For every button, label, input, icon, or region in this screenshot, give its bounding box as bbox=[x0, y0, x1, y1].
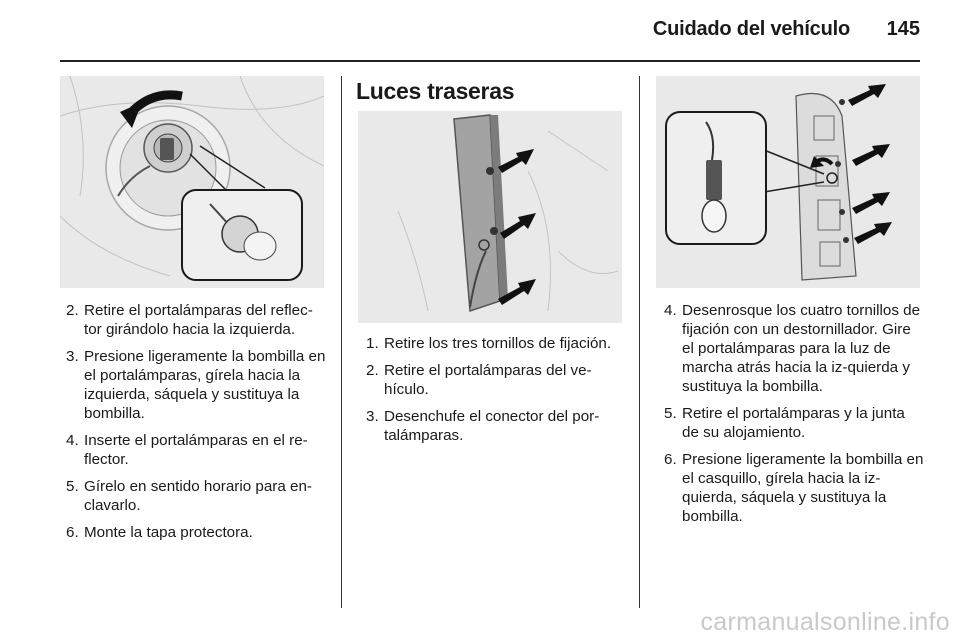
section-title: Luces traseras bbox=[356, 78, 515, 104]
step-number: 3. bbox=[66, 348, 79, 365]
step-number: 2. bbox=[366, 362, 379, 379]
step-text: Monte la tapa protectora. bbox=[84, 524, 253, 541]
step-number: 4. bbox=[664, 302, 677, 319]
list-item bbox=[362, 361, 630, 399]
step-text: Retire los tres tornillos de fijación. bbox=[384, 335, 612, 352]
step-number: 2. bbox=[66, 302, 79, 319]
list-item bbox=[660, 450, 924, 526]
step-text: Inserte el portalámparas en el re-flector. bbox=[84, 432, 308, 468]
step-number: 4. bbox=[66, 432, 79, 449]
list-item bbox=[62, 301, 328, 339]
figure-bulb-holder-reflector bbox=[60, 76, 324, 288]
list-item bbox=[660, 301, 924, 396]
step-text: Presione ligeramente la bombilla en el casquillo, gírela hacia la iz-quierda, sáquela y sustituya la bombilla. bbox=[682, 451, 924, 525]
page-header-title: Cuidado del vehículo bbox=[652, 18, 850, 40]
middle-steps-list bbox=[362, 334, 630, 453]
list-item bbox=[362, 334, 630, 353]
step-number: 5. bbox=[664, 405, 677, 422]
figure-tail-lamp-holder-screws bbox=[656, 76, 920, 288]
step-text: Gírelo en sentido horario para en-clavarlo. bbox=[84, 478, 312, 514]
right-steps-list bbox=[660, 301, 924, 534]
list-item bbox=[62, 347, 328, 423]
list-item bbox=[362, 407, 630, 445]
list-item bbox=[62, 431, 328, 469]
step-number: 5. bbox=[66, 478, 79, 495]
column-divider-left bbox=[341, 76, 342, 608]
left-steps-list bbox=[62, 301, 328, 550]
step-text: Desenchufe el conector del por-talámparas. bbox=[384, 408, 600, 444]
watermark-url: carmanualsonline.info bbox=[700, 608, 950, 636]
step-number: 3. bbox=[366, 408, 379, 425]
step-number: 6. bbox=[66, 524, 79, 541]
step-text: Desenrosque los cuatro tornillos de fijación con un destornillador. Gire el portalámparas para la luz de marcha atrás hacia la iz-quierda y sustituya la bombilla. bbox=[682, 302, 921, 395]
list-item bbox=[660, 404, 924, 442]
step-text: Retire el portalámparas del ve-hículo. bbox=[384, 362, 592, 398]
figure-tail-lamp-screws bbox=[358, 111, 622, 323]
list-item bbox=[62, 523, 328, 542]
list-item bbox=[62, 477, 328, 515]
header-divider bbox=[60, 60, 920, 62]
page-number: 145 bbox=[886, 18, 920, 40]
step-text: Retire el portalámparas del reflec-tor girándolo hacia la izquierda. bbox=[84, 302, 313, 338]
step-text: Presione ligeramente la bombilla en el portalámparas, gírela hacia la izquierda, sáquela y sustituya la bombilla. bbox=[84, 348, 326, 422]
step-number: 1. bbox=[366, 335, 379, 352]
step-text: Retire el portalámparas y la junta de su alojamiento. bbox=[682, 405, 905, 441]
column-divider-right bbox=[639, 76, 640, 608]
step-number: 6. bbox=[664, 451, 677, 468]
